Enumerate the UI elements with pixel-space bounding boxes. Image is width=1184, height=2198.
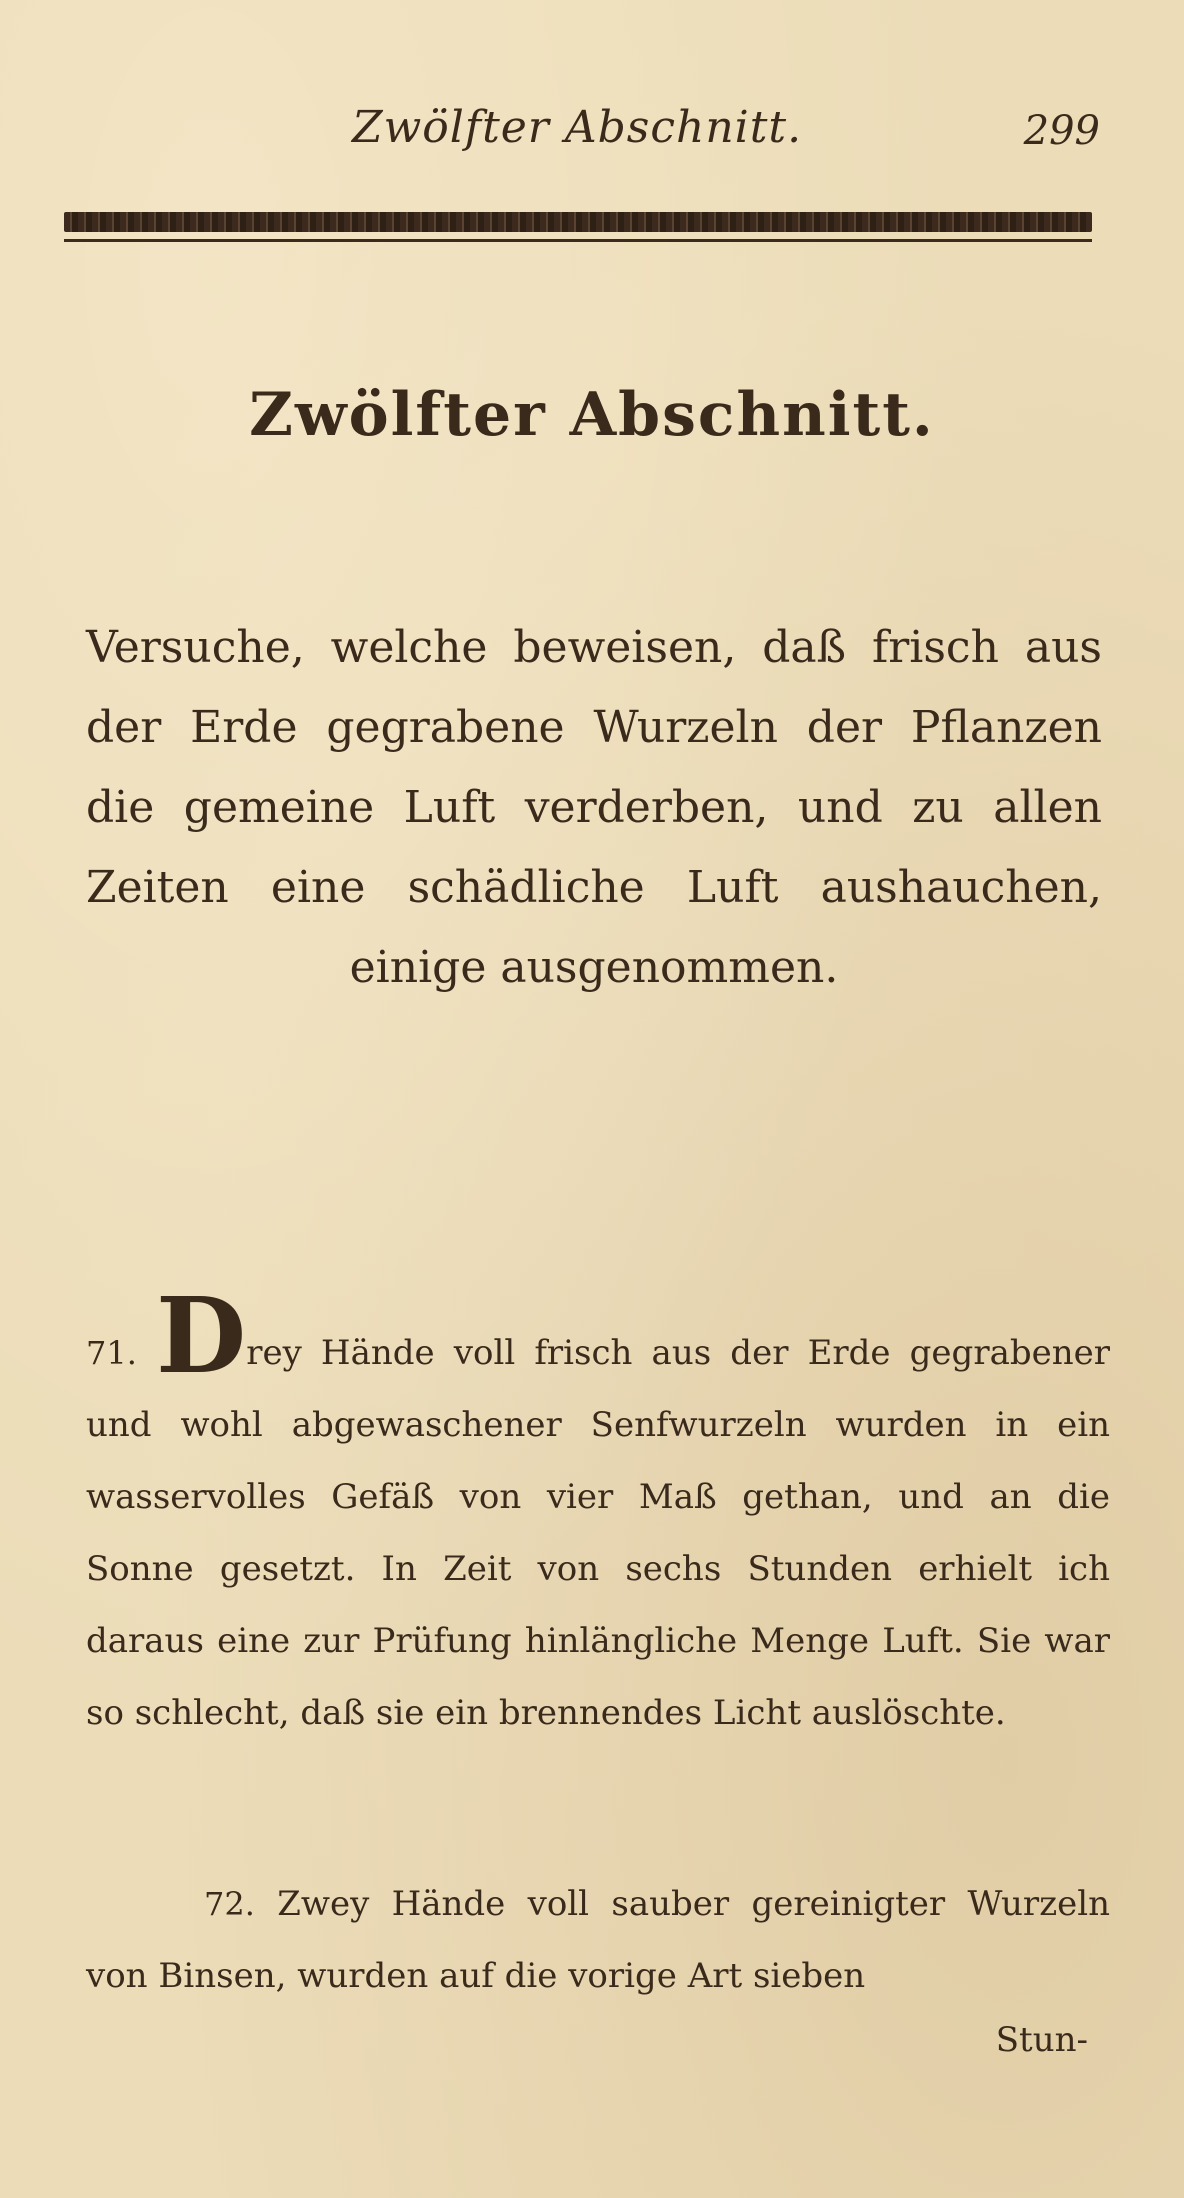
- paragraph-number: 71.: [86, 1334, 137, 1372]
- header-rule-thin: [64, 239, 1092, 242]
- drop-cap: D: [156, 1274, 247, 1397]
- chapter-subtitle: Versuche, welche beweisen, daß frisch aus der Erde gegrabene Wurzeln der Pflanzen die gemeine Luft verderben, und zu allen Zeiten eine schädliche Luft aushauchen, einige ausgenommen.: [86, 622, 1102, 993]
- paragraph-text: Zwey Hände voll sauber gereinigter Wurzeln von Binsen, wurden auf die vorige Art sieben: [86, 1884, 1110, 1996]
- running-head: [62, 102, 1100, 162]
- header-rule: [64, 212, 1092, 246]
- page-number: 299: [1023, 108, 1100, 154]
- paragraph-71: [86, 1274, 1110, 1749]
- paragraph-text: rey Hände voll frisch aus der Erde gegrabener und wohl abgewaschener Senfwurzeln wurden in ein wasservolles Gefäß von vier Maß gethan, und an die Sonne gesetzt. In Zeit von sechs Stunden erhielt ich daraus eine zur Prüfung hinlängliche Menge Luft. Sie war so schlecht, daß sie ein brennendes Licht auslöschte.: [86, 1333, 1110, 1733]
- running-title: Zwölfter Abschnitt.: [352, 102, 803, 153]
- header-rule-thick: [64, 212, 1092, 232]
- chapter-title: Zwölfter Abschnitt.: [249, 380, 935, 450]
- catchword: Stun-: [995, 2020, 1088, 2060]
- paragraph-number: 72.: [204, 1885, 255, 1923]
- paragraph-72: [86, 1868, 1110, 2012]
